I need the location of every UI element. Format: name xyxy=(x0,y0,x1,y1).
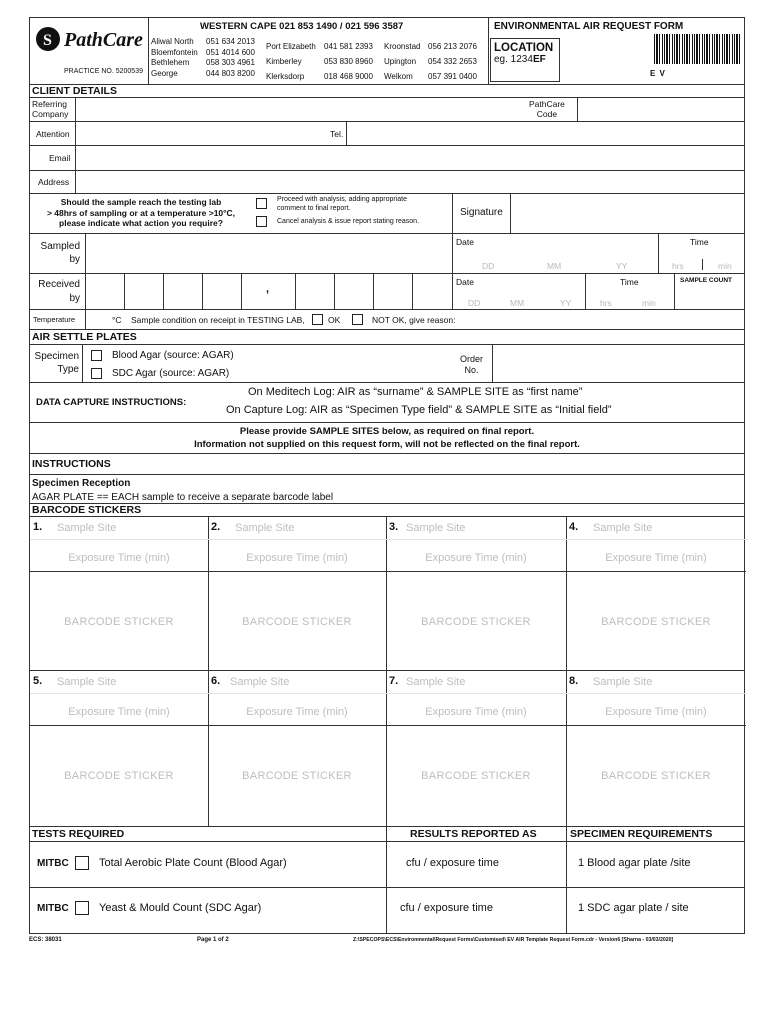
logo-text: PathCare xyxy=(64,29,143,51)
referring-company-row[interactable]: Referring Company PathCare Code xyxy=(29,98,745,122)
condition-label: Sample condition on receipt in TESTING LAB, xyxy=(131,315,305,325)
received-date-label: Date xyxy=(456,277,474,287)
location-box[interactable]: LOCATION eg. 1234EF xyxy=(490,38,560,82)
request-form xyxy=(29,17,745,948)
sampled-date-label: Date xyxy=(456,237,474,247)
aerobic-count-checkbox[interactable] xyxy=(75,856,89,870)
file-path: Z:\SPECOPS\ECS\Environmental\Request Forms\Customised\ EV AIR Template Request Form.cdr - Version6 [Sharna - 03/03/2020] xyxy=(353,937,674,943)
barcode-sticker-grid xyxy=(29,517,745,827)
practice-number: PRACTICE NO. 5200539 xyxy=(64,68,143,75)
specimen-type-row: Specimen Type Blood Agar (source: AGAR) SDC Agar (source: AGAR) Order No. xyxy=(29,345,745,383)
section-instructions: INSTRUCTIONS xyxy=(29,454,745,475)
received-time-label: Time xyxy=(620,277,639,287)
sticker-slot-6[interactable]: 6. Sample Site Exposure Time (min) BARCODE STICKER xyxy=(208,671,386,827)
sample-count-label: SAMPLE COUNT xyxy=(680,277,732,284)
section-air-settle-plates: AIR SETTLE PLATES xyxy=(29,330,745,345)
form-title: ENVIRONMENTAL AIR REQUEST FORM xyxy=(494,21,684,32)
address-row[interactable] xyxy=(29,171,745,194)
barcode-code: E V xyxy=(650,69,666,78)
temperature-row: Temperature °C Sample condition on receipt in TESTING LAB, OK NOT OK, give reason: xyxy=(29,310,745,330)
section-client-details: CLIENT DETAILS xyxy=(29,85,745,98)
results-reported-heading: RESULTS REPORTED AS xyxy=(410,828,537,840)
sampled-by-row[interactable]: Sampled by Date DD MM YY Time hrs min xyxy=(29,234,745,274)
address-label: Address xyxy=(38,177,70,187)
form-header xyxy=(29,17,745,85)
tests-required-heading: TESTS REQUIRED xyxy=(32,828,125,840)
sticker-slot-5[interactable]: 5. Sample Site Exposure Time (min) BARCODE STICKER xyxy=(30,671,208,827)
sdc-agar-checkbox[interactable] xyxy=(91,368,102,379)
branch-list-1: Aliwal North 051 634 2013 Bloemfontein 051 4014 600 Bethlehem 058 303 4961 George 044 803 8200 xyxy=(151,37,255,78)
yeast-mould-checkbox[interactable] xyxy=(75,901,89,915)
sampled-time-label: Time xyxy=(690,237,709,247)
email-label: Email xyxy=(49,153,71,163)
test-row-yeast-mould: MITBC Yeast & Mould Count (SDC Agar) cfu / exposure time 1 SDC agar plate / site xyxy=(29,888,745,934)
proceed-checkbox[interactable] xyxy=(256,198,267,209)
sticker-slot-8[interactable]: 8. Sample Site Exposure Time (min) BARCODE STICKER xyxy=(566,671,746,827)
proceed-label: Proceed with analysis, adding appropriate comment to final report. xyxy=(277,196,407,212)
delay-action-row xyxy=(29,194,745,234)
test-row-aerobic: MITBC Total Aerobic Plate Count (Blood Agar) cfu / exposure time 1 Blood agar plate /site xyxy=(29,842,745,888)
branch-list-3: Kroonstad 056 213 2076 Upington 054 332 2653 Welkom 057 391 0400 xyxy=(384,42,477,81)
delay-question: Should the sample reach the testing lab > 48hrs of sampling or at a temperature >10°C, please indicate what action you require? xyxy=(46,197,236,228)
blood-agar-checkbox[interactable] xyxy=(91,350,102,361)
form-footer xyxy=(29,934,745,948)
attention-row[interactable] xyxy=(29,122,745,146)
ecs-number: ECS: 38031 xyxy=(29,937,62,943)
temperature-label: Temperature xyxy=(33,315,76,324)
tests-header-row xyxy=(29,827,745,842)
region-phone-line: WESTERN CAPE 021 853 1490 / 021 596 3587 xyxy=(200,21,404,32)
not-ok-checkbox[interactable] xyxy=(352,314,363,325)
signature-label: Signature xyxy=(460,207,503,218)
specimen-requirements-heading: SPECIMEN REQUIREMENTS xyxy=(570,828,713,840)
sticker-slot-7[interactable]: 7. Sample Site Exposure Time (min) BARCODE STICKER xyxy=(386,671,566,827)
data-capture-row: DATA CAPTURE INSTRUCTIONS: On Meditech Log: AIR as “surname” & SAMPLE SITE as “first name” On Capture Log: AIR as “Specimen Type field” & SAMPLE SITE as “Initial field” xyxy=(29,383,745,423)
pathcare-logo xyxy=(34,22,144,60)
site-notice: Please provide SAMPLE SITES below, as required on final report. Information not supplied on this request form, will not be reflected on the final report. xyxy=(29,423,745,454)
svg-text:S: S xyxy=(43,32,52,49)
email-row[interactable] xyxy=(29,146,745,171)
data-capture-label: DATA CAPTURE INSTRUCTIONS: xyxy=(36,397,187,408)
sticker-slot-3[interactable]: 3. Sample Site Exposure Time (min) BARCODE STICKER xyxy=(386,517,566,670)
attention-label: Attention xyxy=(36,129,70,139)
specimen-reception-row: Specimen Reception AGAR PLATE == EACH sample to receive a separate barcode label xyxy=(29,475,745,504)
branch-list-2: Port Elizabeth 041 581 2393 Kimberley 053 830 8960 Klerksdorp 018 468 9000 xyxy=(266,42,373,81)
received-by-row[interactable]: Received by , Date DD MM YY Time hrs min SAMPLE COUNT xyxy=(29,274,745,310)
sticker-slot-4[interactable]: 4. Sample Site Exposure Time (min) BARCODE STICKER xyxy=(566,517,746,670)
ok-checkbox[interactable] xyxy=(312,314,323,325)
form-barcode xyxy=(654,34,740,64)
pathcare-code-label: PathCare Code xyxy=(529,99,565,119)
cancel-label: Cancel analysis & issue report stating reason. xyxy=(277,218,420,225)
sticker-slot-1[interactable]: 1. Sample Site Exposure Time (min) BARCODE STICKER xyxy=(30,517,208,670)
sticker-slot-2[interactable]: 2. Sample Site Exposure Time (min) BARCODE STICKER xyxy=(208,517,386,670)
tel-label: Tel. xyxy=(330,129,344,139)
cancel-checkbox[interactable] xyxy=(256,216,267,227)
section-barcode-stickers: BARCODE STICKERS xyxy=(29,504,745,517)
page-number: Page 1 of 2 xyxy=(197,937,229,943)
